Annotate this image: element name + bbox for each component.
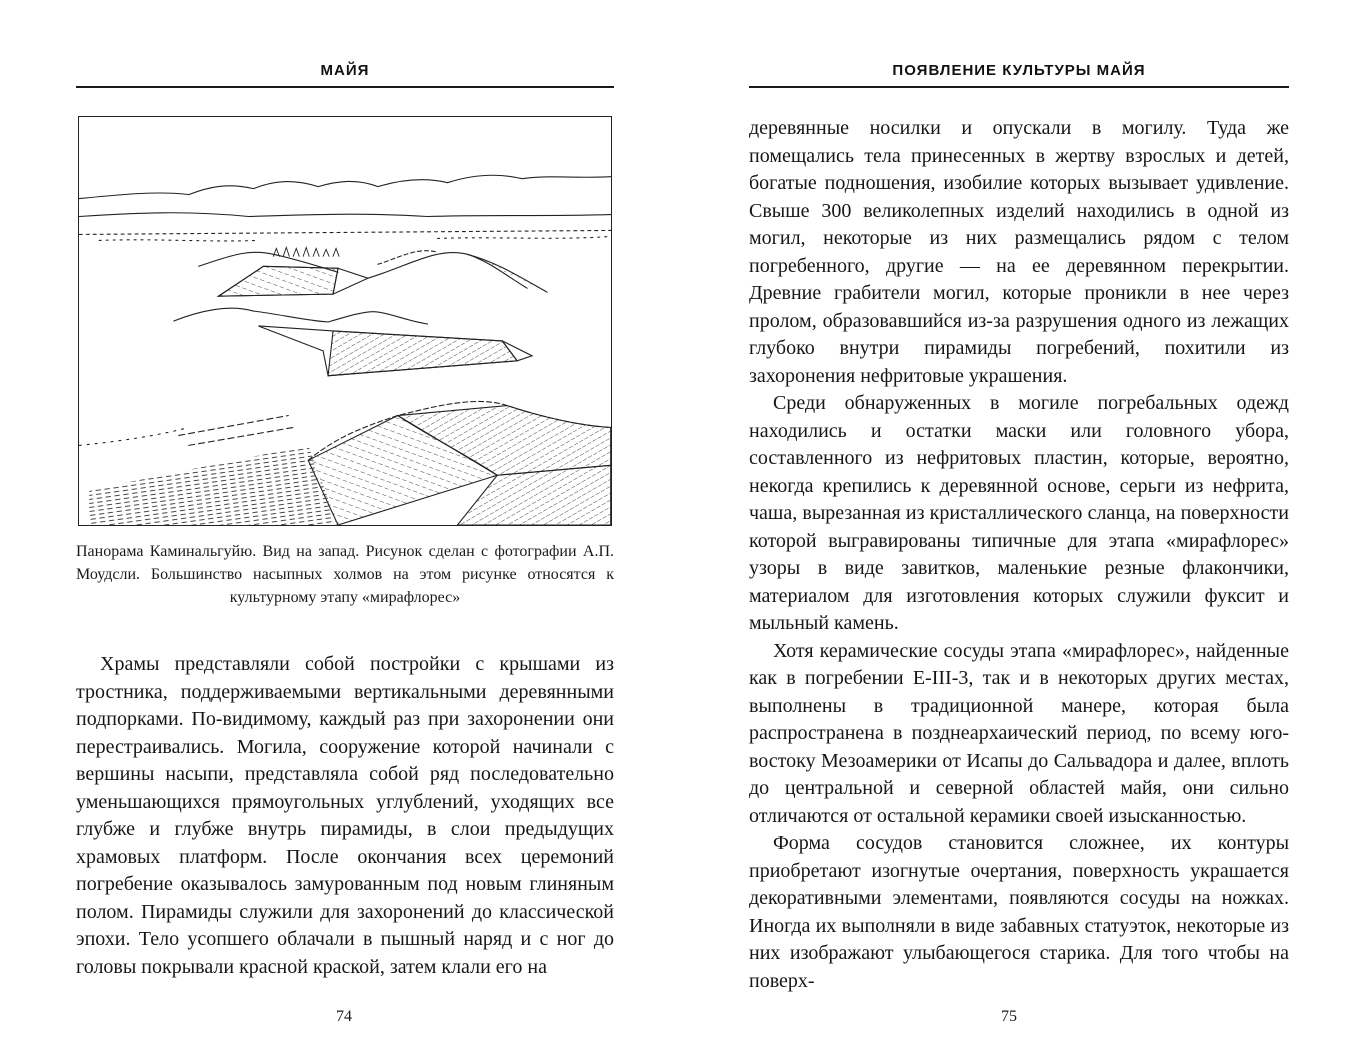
mound-group-far-icon bbox=[199, 251, 547, 296]
paragraph: Среди обнаруженных в могиле погребальных одежд находились и остатки маски или головного убора, составленного из нефритовых пластин, которые, вероятно, некогда крепились к деревянной основе, серьги из нефрита, чаша, вырезанная из кристаллического сланца, на поверхности которой выгравированы типичные для этапа «мирафлорес» узоры в виде завитков, маленькие резные флакончики, материалом для изготовления которых служили фуксит и мыльный камень. bbox=[749, 392, 1289, 634]
paragraph: Храмы представляли собой постройки с крышами из тростника, поддерживаемыми вертикальными деревянными подпорками. По-видимому, каждый раз при захоронении они перестраивались. Могила, сооружение которой начинали с вершины насыпи, представляла собой ряд последовательно уменьшающихся прямоугольных углублений, уходящих все глубже и глубже внутрь пирамиды, в слои предыдущих храмовых платформ. После окончания всех церемоний погребение оказывалось замурованным под новым глиняным полом. Пирамиды служили для захоронений до классической эпохи. Тело усопшего облачали в пышный наряд и с ног до головы покрывали красной краской, затем клали его на bbox=[76, 653, 614, 978]
running-header-right: ПОЯВЛЕНИЕ КУЛЬТУРЫ МАЙЯ bbox=[892, 62, 1146, 79]
paragraph: Форма сосудов становится сложнее, их контуры приобретают изогнутые очертания, поверхность украшается декоративными элементами, появляются сосуды на ножках. Иногда их выполняли в виде забавных статуэток, некоторые из них изображают улыбающегося старика. Для того чтобы на поверх- bbox=[749, 832, 1289, 992]
running-header-left: МАЙЯ bbox=[320, 62, 370, 79]
mountains-icon bbox=[79, 175, 610, 216]
figure-caption: Панорама Каминальгуйю. Вид на запад. Рисунок сделан с фотографии А.П. Моудсли. Большинство насыпных холмов на этом рисунке относятся к культурному этапу «мирафлорес» bbox=[76, 543, 614, 606]
paragraph: деревянные носилки и опускали в могилу. Туда же помещались тела принесенных в жертву взрослых и детей, богатые подношения, изобилие которых вызывает удивление. Свыше 300 великолепных изделий находились в одной из могил, некоторые из них размещались рядом с телом погребенного, другие — на ее деревянном перекрытии. Древние грабители могил, которые проникли в нее через пролом, образовавшийся из-за разрушения одного из лежащих глубоко внутри пирамиды погребений, похитили из захоронения нефритовые украшения. bbox=[749, 117, 1289, 387]
right-body-text bbox=[749, 115, 1289, 995]
tree-line-icon bbox=[273, 247, 339, 256]
mound-foreground-icon bbox=[308, 401, 611, 525]
paragraph: Хотя керамические сосуды этапа «мирафлорес», найденные как в погребении E-III-3, так и в некоторых других местах, выполнены в традиционной манере, которая была распространена в позднеархаический период, по всему юго-востоку Мезоамерики от Исапы до Сальвадора и далее, вплоть до центральной и северной областей майя, они сильно отличаются от остальной керамики своей изысканностью. bbox=[749, 639, 1289, 827]
panorama-illustration bbox=[78, 116, 612, 526]
header-rule-right bbox=[749, 86, 1289, 88]
mound-group-mid-icon bbox=[174, 308, 532, 375]
left-page bbox=[0, 0, 683, 1045]
furrowed-field-icon bbox=[89, 416, 338, 525]
left-body-text bbox=[76, 651, 614, 981]
header-rule-left bbox=[76, 86, 614, 88]
page-number-right: 75 bbox=[1001, 1008, 1017, 1025]
right-page bbox=[683, 0, 1367, 1045]
page-number-left: 74 bbox=[336, 1008, 352, 1025]
